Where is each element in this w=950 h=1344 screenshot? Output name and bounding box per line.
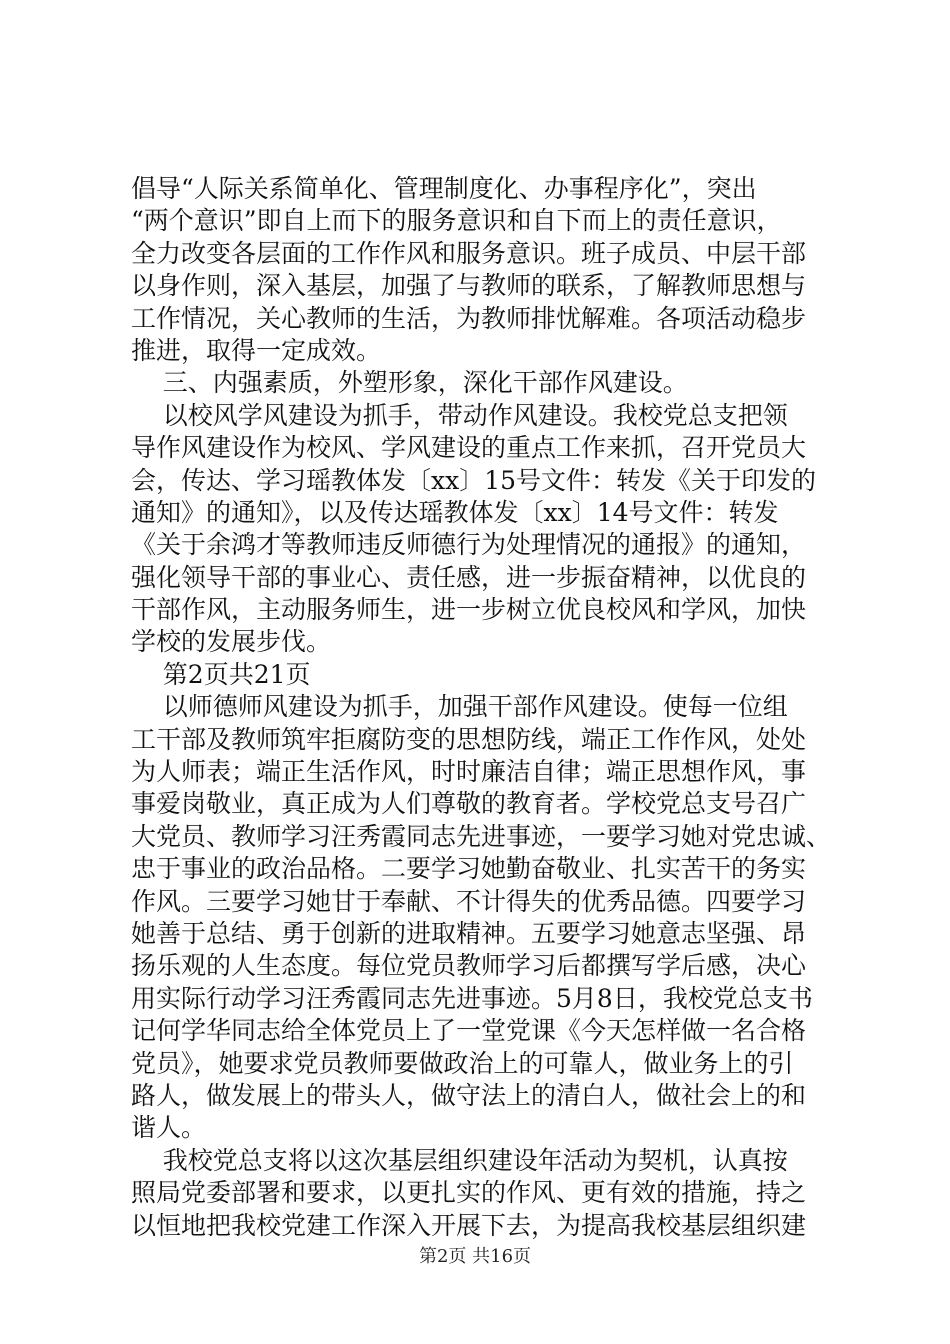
text-line: 为人师表；端正生活作风，时时廉洁自律；端正思想作风，事	[131, 757, 807, 787]
text-line: 谐人。	[131, 1113, 207, 1143]
text-line: 忠于事业的政治品格。二要学习她勤奋敬业、扎实苦干的务实	[131, 854, 807, 884]
text-line: 通知》的通知》，以及传达瑶教体发〔xx〕14号文件：转发	[131, 497, 779, 527]
text-line: 记何学华同志给全体党员上了一堂党课《今天怎样做一名合格	[131, 1016, 807, 1046]
text-line: 扬乐观的人生态度。每位党员教师学习后都撰写学后感，决心	[131, 951, 807, 981]
text-line: 全力改变各层面的工作作风和服务意识。班子成员、中层干部	[131, 238, 807, 268]
text-line: 以恒地把我校党建工作深入开展下去，为提高我校基层组织建	[131, 1210, 807, 1240]
text-line: 学校的发展步伐。	[131, 627, 332, 657]
text-line: 第2页共21页	[131, 659, 311, 689]
text-line: 我校党总支将以这次基层组织建设年活动为契机，认真按	[131, 1145, 788, 1175]
page-footer: 第2页 共16页	[418, 1246, 532, 1267]
text-line: 以校风学风建设为抓手，带动作风建设。我校党总支把领	[131, 400, 788, 430]
text-line: 用实际行动学习汪秀霞同志先进事迹。5月8日，我校党总支书	[131, 983, 813, 1013]
text-line: 作风。三要学习她甘于奉献、不计得失的优秀品德。四要学习	[131, 886, 807, 916]
text-line: 倡导“人际关系简单化、管理制度化、办事程序化”，突出	[131, 174, 757, 203]
text-line: 以身作则，深入基层，加强了与教师的联系，了解教师思想与	[131, 271, 807, 301]
text-line: 照局党委部署和要求，以更扎实的作风、更有效的措施，持之	[131, 1178, 807, 1208]
text-line: 会，传达、学习瑶教体发〔xx〕15号文件：转发《关于印发的	[131, 465, 817, 495]
text-line: 党员》，她要求党员教师要做政治上的可靠人，做业务上的引	[131, 1048, 794, 1078]
text-line: 路人，做发展上的带头人，做守法上的清白人，做社会上的和	[131, 1080, 807, 1110]
text-line: 三、内强素质，外塑形象，深化干部作风建设。	[131, 368, 688, 398]
text-line: 事爱岗敬业，真正成为人们尊敬的教育者。学校党总支号召广	[131, 789, 807, 819]
text-line: 干部作风，主动服务师生，进一步树立优良校风和学风，加快	[131, 595, 807, 625]
text-line: 大党员、教师学习汪秀霞同志先进事迹，一要学习她对党忠诚、	[131, 821, 832, 851]
text-line: 以师德师风建设为抓手，加强干部作风建设。使每一位组	[131, 692, 788, 722]
text-line: “两个意识”即自上而下的服务意识和自下而上的责任意识，	[131, 206, 782, 236]
body-text	[131, 173, 831, 1242]
text-line: 她善于总结、勇于创新的进取精神。五要学习她意志坚强、昂	[131, 918, 807, 948]
text-line: 《关于余鸿才等教师违反师德行为处理情况的通报》的通知，	[131, 530, 807, 560]
text-line: 工干部及教师筑牢拒腐防变的思想防线，端正工作作风，处处	[131, 724, 807, 754]
text-line: 导作风建设作为校风、学风建设的重点工作来抓，召开党员大	[131, 433, 807, 463]
text-line: 工作情况，关心教师的生活，为教师排忧解难。各项活动稳步	[131, 303, 807, 333]
text-line: 强化领导干部的事业心、责任感，进一步振奋精神，以优良的	[131, 562, 807, 592]
text-line: 推进，取得一定成效。	[131, 335, 382, 365]
